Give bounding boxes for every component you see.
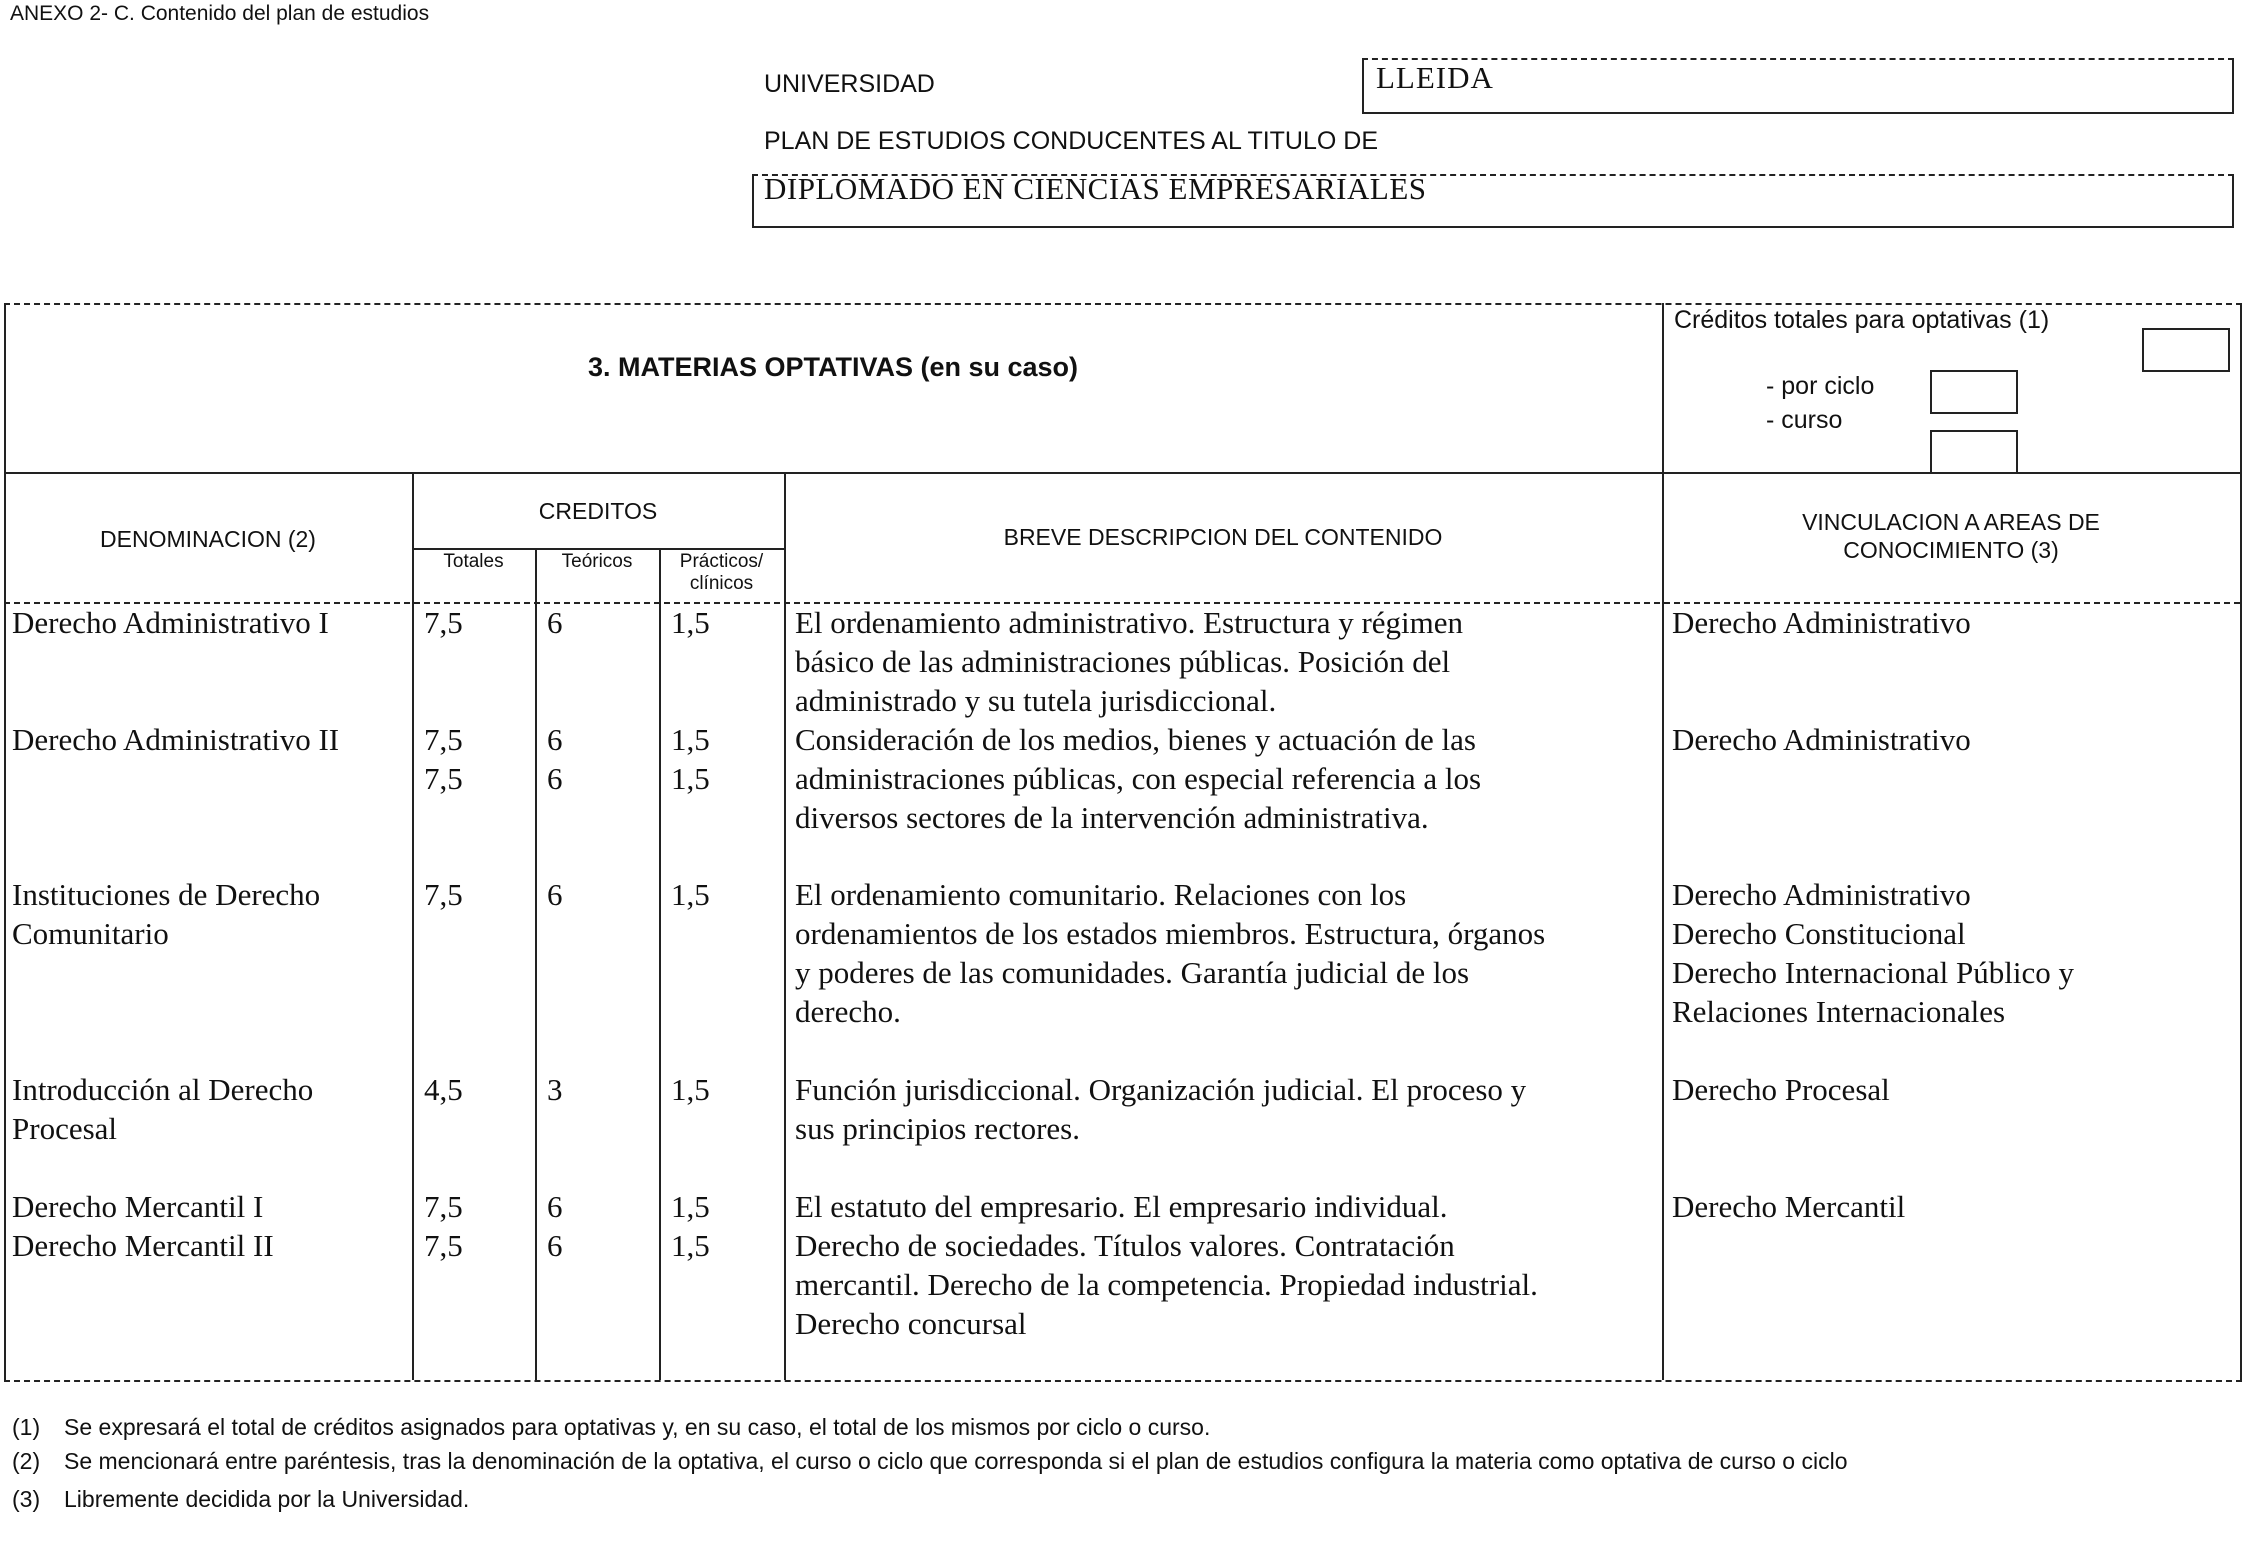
credit-value: 4,5 xyxy=(424,1072,463,1107)
column-header-denominacion: DENOMINACION (2) xyxy=(100,526,316,552)
denominacion-line: Procesal xyxy=(12,1111,118,1146)
vertical-divider xyxy=(659,548,661,1380)
area-line: Derecho Administrativo xyxy=(1672,877,1971,912)
vertical-divider xyxy=(535,548,537,1380)
row-4-descripcion xyxy=(795,1070,1655,1148)
description-line: El ordenamiento administrativo. Estructura y régimen xyxy=(795,605,1464,640)
description-line: y poderes de las comunidades. Garantía judicial de los xyxy=(795,955,1470,990)
area-line: Derecho Internacional Público y xyxy=(1672,955,2074,990)
row-3-teoricos xyxy=(547,875,563,914)
footnote-1 xyxy=(12,1410,2252,1444)
description-line: Derecho de sociedades. Títulos valores. Contratación xyxy=(795,1228,1455,1263)
row-5-descripcion xyxy=(795,1187,1655,1343)
description-line: sus principios rectores. xyxy=(795,1111,1080,1146)
row-4-practicos xyxy=(671,1070,710,1109)
row-2-descripcion xyxy=(795,720,1655,837)
per-cycle-label: - por ciclo xyxy=(1766,372,1875,400)
column-header-creditos: CREDITOS xyxy=(538,498,658,524)
row-3-denominacion xyxy=(12,875,412,953)
description-line: El estatuto del empresario. El empresario individual. xyxy=(795,1189,1448,1224)
description-line: ordenamientos de los estados miembros. Estructura, órganos xyxy=(795,916,1546,951)
row-1-descripcion xyxy=(795,603,1655,720)
credit-value: 6 xyxy=(547,605,563,640)
vertical-divider xyxy=(412,472,414,1380)
credit-value: 7,5 xyxy=(424,877,463,912)
footnote-text: Libremente decidida por la Universidad. xyxy=(64,1486,470,1512)
credit-value: 1,5 xyxy=(671,761,710,796)
credit-value: 3 xyxy=(547,1072,563,1107)
area-line: Derecho Mercantil xyxy=(1672,1189,1906,1224)
plan-label: PLAN DE ESTUDIOS CONDUCENTES AL TITULO DE xyxy=(764,127,1379,155)
row-1-denominacion xyxy=(12,603,412,642)
description-line: Consideración de los medios, bienes y actuación de las xyxy=(795,722,1476,757)
row-1-practicos xyxy=(671,603,710,642)
area-line: Derecho Administrativo xyxy=(1672,605,1971,640)
vinculacion-line-2: CONOCIMIENTO (3) xyxy=(1843,537,2059,563)
footnote-number: (3) xyxy=(12,1486,41,1512)
section-title: 3. MATERIAS OPTATIVAS (en su caso) xyxy=(587,352,1079,382)
description-line: administraciones públicas, con especial referencia a los xyxy=(795,761,1482,796)
degree-title-value: DIPLOMADO EN CIENCIAS EMPRESARIALES xyxy=(764,171,1427,206)
credit-value: 6 xyxy=(547,877,563,912)
denominacion-line: Derecho Mercantil II xyxy=(12,1228,274,1263)
row-3-descripcion xyxy=(795,875,1655,1031)
column-header-totales: Totales xyxy=(443,551,504,572)
row-3-areas xyxy=(1672,875,2232,1031)
credit-value: 1,5 xyxy=(671,877,710,912)
row-4-teoricos xyxy=(547,1070,563,1109)
denominacion-line: Introducción al Derecho xyxy=(12,1072,314,1107)
footnote-text: Se mencionará entre paréntesis, tras la denominación de la optativa, el curso o ciclo que corresponda si el plan de estudios configura la materia como optativa de curso o ciclo xyxy=(64,1448,1848,1474)
description-line: El ordenamiento comunitario. Relaciones con los xyxy=(795,877,1407,912)
description-line: derecho. xyxy=(795,994,901,1029)
credits-subheader-divider xyxy=(412,548,784,550)
description-line: Derecho concursal xyxy=(795,1306,1027,1341)
optional-credits-label: Créditos totales para optativas (1) xyxy=(1674,306,2050,334)
annex-heading: ANEXO 2- C. Contenido del plan de estudios xyxy=(10,2,430,25)
denominacion-line: Derecho Administrativo I xyxy=(12,605,329,640)
area-line: Derecho Constitucional xyxy=(1672,916,1966,951)
credit-value: 1,5 xyxy=(671,605,710,640)
description-line: Función jurisdiccional. Organización judicial. El proceso y xyxy=(795,1072,1527,1107)
credit-value: 7,5 xyxy=(424,1228,463,1263)
denominacion-line: Derecho Administrativo II xyxy=(12,722,340,757)
row-1-teoricos xyxy=(547,603,563,642)
area-line: Derecho Administrativo xyxy=(1672,722,1971,757)
row-5-teoricos xyxy=(547,1187,563,1265)
row-1-totales xyxy=(424,603,463,642)
description-line: diversos sectores de la intervención administrativa. xyxy=(795,800,1429,835)
denominacion-line: Instituciones de Derecho xyxy=(12,877,321,912)
row-5-totales xyxy=(424,1187,463,1265)
row-2-teoricos xyxy=(547,720,563,798)
row-2-practicos xyxy=(671,720,710,798)
credit-value: 1,5 xyxy=(671,1228,710,1263)
footnote-2 xyxy=(12,1444,2252,1478)
credit-value: 7,5 xyxy=(424,605,463,640)
per-cycle-box xyxy=(1930,370,2018,414)
footnote-number: (1) xyxy=(12,1414,41,1440)
denominacion-line: Comunitario xyxy=(12,916,169,951)
vertical-divider xyxy=(1662,303,1664,1380)
row-5-areas xyxy=(1672,1187,2232,1226)
credit-value: 6 xyxy=(547,761,563,796)
optional-credits-total-box xyxy=(2142,328,2230,372)
row-3-totales xyxy=(424,875,463,914)
column-header-teoricos: Teóricos xyxy=(561,551,633,572)
footnote-3 xyxy=(12,1482,2252,1516)
university-value: LLEIDA xyxy=(1376,60,1494,95)
footnotes xyxy=(12,1410,2252,1516)
credit-value: 1,5 xyxy=(671,1189,710,1224)
practicos-line-1: Prácticos/ xyxy=(679,551,764,572)
row-2-totales xyxy=(424,720,463,798)
per-course-box xyxy=(1930,430,2018,474)
area-line: Relaciones Internacionales xyxy=(1672,994,2006,1029)
vinculacion-line-1: VINCULACION A AREAS DE xyxy=(1802,509,2100,535)
practicos-line-2: clínicos xyxy=(689,573,754,594)
table-header-divider xyxy=(4,472,2240,474)
credit-value: 7,5 xyxy=(424,1189,463,1224)
area-line: Derecho Procesal xyxy=(1672,1072,1890,1107)
credit-value: 1,5 xyxy=(671,722,710,757)
description-line: administrado y su tutela jurisdiccional. xyxy=(795,683,1277,718)
credit-value: 7,5 xyxy=(424,722,463,757)
vertical-divider xyxy=(784,472,786,1380)
footnote-text: Se expresará el total de créditos asignados para optativas y, en su caso, el total de los mismos por ciclo o curso. xyxy=(64,1414,1211,1440)
footnote-number: (2) xyxy=(12,1448,41,1474)
row-2-denominacion xyxy=(12,720,412,759)
credit-value: 1,5 xyxy=(671,1072,710,1107)
row-4-areas xyxy=(1672,1070,2232,1109)
credit-value: 6 xyxy=(547,1228,563,1263)
row-5-denominacion xyxy=(12,1187,412,1265)
row-5-practicos xyxy=(671,1187,710,1265)
credit-value: 7,5 xyxy=(424,761,463,796)
university-label: UNIVERSIDAD xyxy=(764,70,935,98)
column-header-vinculacion xyxy=(1662,508,2240,564)
row-2-areas xyxy=(1672,720,2232,759)
row-4-denominacion xyxy=(12,1070,412,1148)
credit-value: 6 xyxy=(547,722,563,757)
description-line: mercantil. Derecho de la competencia. Propiedad industrial. xyxy=(795,1267,1538,1302)
row-3-practicos xyxy=(671,875,710,914)
credit-value: 6 xyxy=(547,1189,563,1224)
column-header-practicos xyxy=(659,551,784,595)
column-header-descripcion: BREVE DESCRIPCION DEL CONTENIDO xyxy=(1003,524,1443,550)
denominacion-line: Derecho Mercantil I xyxy=(12,1189,264,1224)
row-1-areas xyxy=(1672,603,2232,642)
row-4-totales xyxy=(424,1070,463,1109)
per-course-label: - curso xyxy=(1766,406,1843,434)
description-line: básico de las administraciones públicas. Posición del xyxy=(795,644,1451,679)
